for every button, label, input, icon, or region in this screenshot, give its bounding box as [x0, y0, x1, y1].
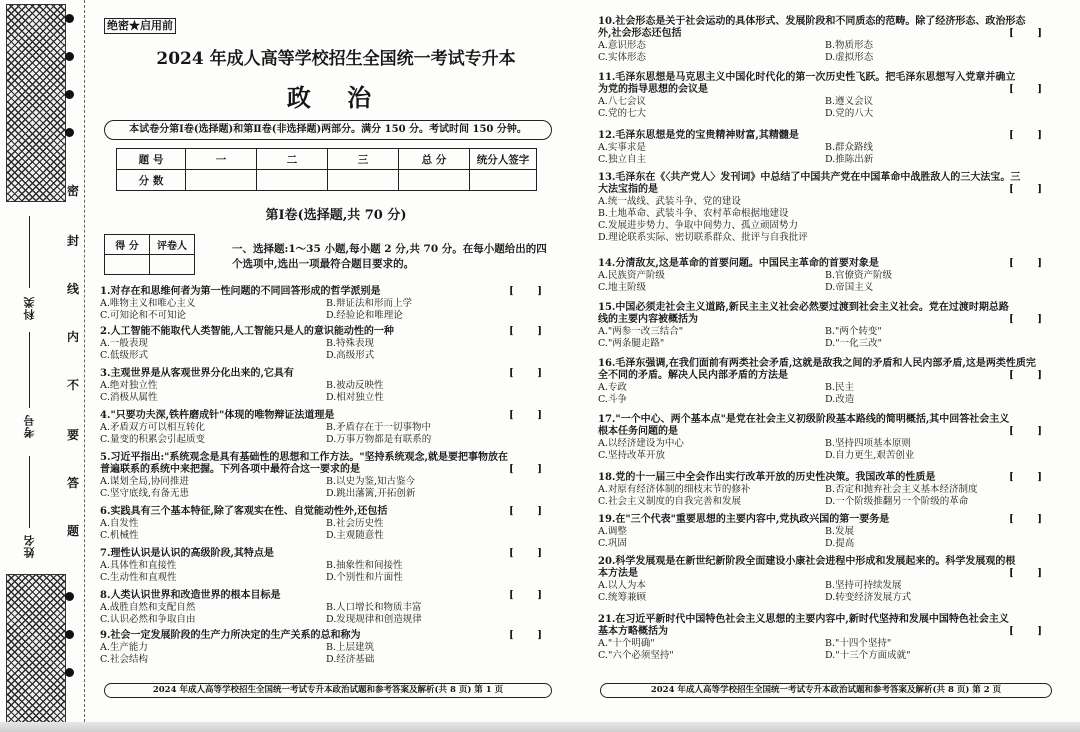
option-b[interactable]: B.人口增长和物质丰富 — [326, 602, 422, 613]
seal-label-name: 姓名 — [23, 534, 36, 558]
option-b[interactable]: B.物质形态 — [825, 40, 874, 51]
option-a[interactable]: A.具体性和直接性 — [100, 560, 177, 571]
answer-bracket[interactable]: [ ] — [1009, 314, 1052, 325]
answer-bracket[interactable]: [ ] — [509, 410, 552, 421]
answer-bracket[interactable]: [ ] — [1009, 84, 1052, 95]
question-stem: 3.主观世界是从客观世界分化出来的,它具有 — [100, 368, 294, 379]
binding-hole — [65, 52, 74, 61]
option-b[interactable]: B.坚持可持续发展 — [825, 580, 902, 591]
option-d[interactable]: D.提高 — [825, 538, 855, 549]
score-table — [116, 148, 537, 191]
option-c[interactable]: C."两条腿走路" — [598, 338, 665, 349]
grader-score-label: 得 分 — [105, 235, 150, 255]
answer-bracket[interactable]: [ ] — [509, 368, 552, 379]
option-d[interactable]: D.相对独立性 — [326, 392, 384, 403]
answer-bracket[interactable]: [ ] — [509, 590, 552, 601]
option-a[interactable]: A.战胜自然和支配自然 — [100, 602, 196, 613]
option-c[interactable]: C.量变的积累会引起质变 — [100, 434, 205, 445]
question-stem: 6.实践具有三个基本特征,除了客观实在性、自觉能动性外,还包括 — [100, 506, 388, 517]
option-d[interactable]: D."十三个方面成就" — [825, 650, 911, 661]
grader-name-cell[interactable] — [150, 255, 195, 275]
question-3 — [100, 368, 552, 404]
option-c[interactable]: C.巩固 — [598, 538, 627, 549]
option-c[interactable]: C.独立自主 — [598, 154, 646, 165]
answer-bracket[interactable]: [ ] — [509, 286, 552, 297]
score-cell[interactable] — [257, 170, 328, 191]
option-c[interactable]: C.坚守底线,有备无患 — [100, 488, 189, 499]
option-d[interactable]: D.经验论和唯理论 — [326, 310, 403, 321]
option-c[interactable]: C."六个必须坚持" — [598, 650, 674, 661]
binding-hole — [65, 668, 74, 677]
option-d[interactable]: D.跳出藩篱,开拓创新 — [326, 488, 416, 499]
binding-hole — [65, 630, 74, 639]
page-bottom-edge — [0, 722, 1080, 732]
exam-note: 本试卷分第Ⅰ卷(选择题)和第Ⅱ卷(非选择题)两部分。满分 150 分。考试时间 150 分钟。 — [104, 120, 552, 140]
seal-char: 要 — [66, 428, 79, 442]
option-b[interactable]: B."两个转变" — [825, 326, 882, 337]
binding-hatch-bottom — [6, 574, 66, 724]
section-title: 第Ⅰ卷(选择题,共 70 分) — [265, 208, 407, 223]
option-d[interactable]: D.推陈出新 — [825, 154, 874, 165]
option-a[interactable]: A.以经济建设为中心 — [598, 438, 684, 449]
question-20 — [598, 556, 1052, 604]
question-stem: 10.社会形态是关于社会运动的具体形式、发展阶段和不同质态的范畴。除了经济形态、政治形态 — [598, 16, 1026, 27]
option-d[interactable]: D.党的八大 — [825, 108, 874, 119]
question-12 — [598, 130, 1052, 166]
binding-hole — [65, 90, 74, 99]
binding-hole — [65, 592, 74, 601]
question-10 — [598, 16, 1052, 64]
question-stem: 2.人工智能不能取代人类智能,人工智能只是人的意识能动性的一种 — [100, 326, 394, 337]
question-stem-cont: 线的主要内容被概括为 — [598, 314, 698, 325]
question-stem: 11.毛泽东思想是马克思主义中国化时代化的第一次历史性飞跃。把毛泽东思想写入党章并确立 — [598, 72, 1016, 83]
question-5 — [100, 452, 552, 500]
option-b[interactable]: B.坚持四项基本原则 — [825, 438, 912, 449]
option-d[interactable]: D.自力更生,艰苦创业 — [825, 450, 915, 461]
answer-bracket[interactable]: [ ] — [509, 326, 552, 337]
question-stem: 13.毛泽东在《〈共产党人〉发刊词》中总结了中国共产党在中国革命中战胜敌人的三大法宝。三 — [598, 172, 1021, 183]
question-stem: 9.社会一定发展阶段的生产力所决定的生产关系的总和称为 — [100, 630, 361, 641]
subject-title: 政 治 — [286, 83, 386, 112]
option-a[interactable]: A.民族资产阶级 — [598, 270, 665, 281]
question-stem: 7.理性认识是认识的高级阶段,其特点是 — [100, 548, 274, 559]
option-c[interactable]: C.党的七大 — [598, 108, 646, 119]
option-d[interactable]: D.个别性和片面性 — [326, 572, 403, 583]
question-1 — [100, 286, 552, 322]
option-d[interactable]: D.理论联系实际、密切联系群众、批评与自我批评 — [598, 232, 808, 243]
option-b[interactable]: B.上层建筑 — [326, 642, 375, 653]
option-a[interactable]: A.统一战线、武装斗争、党的建设 — [598, 196, 741, 207]
question-stem: 19.在"三个代表"重要思想的主要内容中,党执政兴国的第一要务是 — [598, 514, 890, 525]
question-stem: 8.人类认识世界和改造世界的根本目标是 — [100, 590, 281, 601]
option-a[interactable]: A.绝对独立性 — [100, 380, 158, 391]
score-table-header: 统分人签字 — [470, 149, 537, 170]
grader-score-cell[interactable] — [105, 255, 150, 275]
confidential-tag: 绝密★启用前 — [104, 18, 176, 34]
answer-bracket[interactable]: [ ] — [509, 464, 552, 475]
option-a[interactable]: A.生产能力 — [100, 642, 148, 653]
question-13 — [598, 172, 1052, 244]
option-a[interactable]: A.专政 — [598, 382, 627, 393]
option-b[interactable]: B.社会历史性 — [326, 518, 384, 529]
binding-hatch-top — [6, 4, 66, 202]
option-d[interactable]: D.高级形式 — [326, 350, 375, 361]
score-table-header: 一 — [186, 149, 257, 170]
option-d[interactable]: D.转变经济发展方式 — [825, 592, 912, 603]
question-stem: 14.分清敌友,这是革命的首要问题。中国民主革命的首要对象是 — [598, 258, 879, 269]
seal-line-category — [29, 216, 30, 288]
score-cell[interactable] — [399, 170, 470, 191]
option-c[interactable]: C.斗争 — [598, 394, 627, 405]
option-d[interactable]: D.主观随意性 — [326, 530, 384, 541]
option-b[interactable]: B.抽象性和间接性 — [326, 560, 403, 571]
option-b[interactable]: B.群众路线 — [825, 142, 874, 153]
seal-dashed-line — [84, 0, 85, 732]
option-c[interactable]: C.消极从属性 — [100, 392, 158, 403]
seal-line-exam-number — [29, 332, 30, 408]
question-4 — [100, 410, 552, 446]
option-b[interactable]: B.以史为鉴,知古鉴今 — [326, 476, 416, 487]
question-14 — [598, 258, 1052, 294]
answer-bracket[interactable]: [ ] — [1009, 28, 1052, 39]
option-c[interactable]: C.发展进步势力、争取中间势力、孤立顽固势力 — [598, 220, 798, 231]
answer-bracket[interactable]: [ ] — [1009, 426, 1052, 437]
question-stem-cont: 基本方略概括为 — [598, 626, 668, 637]
option-a[interactable]: A.意识形态 — [598, 40, 646, 51]
option-b[interactable]: B.遵义会议 — [825, 96, 874, 107]
score-cell[interactable] — [328, 170, 399, 191]
question-9 — [100, 630, 552, 666]
option-b[interactable]: B.特殊表现 — [326, 338, 375, 349]
score-table-header: 二 — [257, 149, 328, 170]
option-c[interactable]: C.机械性 — [100, 530, 139, 541]
option-c[interactable]: C.生动性和直观性 — [100, 572, 177, 583]
question-8 — [100, 590, 552, 626]
option-b[interactable]: B.辩证法和形而上学 — [326, 298, 413, 309]
seal-char: 内 — [66, 330, 79, 344]
option-d[interactable]: D.虚拟形态 — [825, 52, 874, 63]
question-stem-cont: 大法宝指的是 — [598, 184, 658, 195]
option-b[interactable]: B.官僚资产阶级 — [825, 270, 893, 281]
seal-label-category: 科类 — [23, 296, 36, 320]
question-stem: 17."一个中心、两个基本点"是党在社会主义初级阶段基本路线的简明概括,其中回答社会主义 — [598, 414, 1010, 425]
option-d[interactable]: D.经济基础 — [326, 654, 375, 665]
option-a[interactable]: A.一般表现 — [100, 338, 148, 349]
grader-name-label: 评卷人 — [150, 235, 195, 255]
option-c[interactable]: C.实体形态 — [598, 52, 646, 63]
score-table-header: 题 号 — [117, 149, 186, 170]
option-c[interactable]: C.认识必然和争取自由 — [100, 614, 196, 625]
option-b[interactable]: B.被动反映性 — [326, 380, 384, 391]
option-a[interactable]: A.以人为本 — [598, 580, 646, 591]
option-a[interactable]: A.谋划全局,协同推进 — [100, 476, 189, 487]
question-stem-cont: 根本任务问题的是 — [598, 426, 678, 437]
question-2 — [100, 326, 552, 362]
answer-bracket[interactable]: [ ] — [509, 506, 552, 517]
question-21 — [598, 614, 1052, 662]
option-d[interactable]: D.万事万物都是有联系的 — [326, 434, 432, 445]
option-a[interactable]: A.自发性 — [100, 518, 139, 529]
option-a[interactable]: A.八七会议 — [598, 96, 646, 107]
option-d[interactable]: D.改造 — [825, 394, 855, 405]
question-stem: 20.科学发展观是在新世纪新阶段全面建设小康社会进程中形成和发展起来的。科学发展观的根 — [598, 556, 1016, 567]
option-a[interactable]: A.调整 — [598, 526, 627, 537]
score-table-header: 总 分 — [399, 149, 470, 170]
option-c[interactable]: C.可知论和不可知论 — [100, 310, 186, 321]
answer-bracket[interactable]: [ ] — [1009, 184, 1052, 195]
option-d[interactable]: D.一个阶级推翻另一个阶级的革命 — [825, 496, 969, 507]
exam-title: 2024 年成人高等学校招生全国统一考试专升本 — [156, 49, 516, 69]
question-stem-cont: 为党的指导思想的会议是 — [598, 84, 708, 95]
option-d[interactable]: D."一化三改" — [825, 338, 883, 349]
grader-table — [104, 234, 195, 275]
question-16 — [598, 358, 1052, 406]
question-stem: 5.习近平指出:"系统观念是具有基础性的思想和工作方法。"坚持系统观念,就是要把事物放在 — [100, 452, 509, 463]
page-footer-right: 2024 年成人高等学校招生全国统一考试专升本政治试题和参考答案及解析(共 8 页) 第 2 页 — [600, 683, 1052, 698]
score-cell[interactable] — [186, 170, 257, 191]
option-b[interactable]: B.民主 — [825, 382, 855, 393]
option-c[interactable]: C.地主阶级 — [598, 282, 646, 293]
seal-char: 线 — [66, 282, 79, 296]
answer-bracket[interactable]: [ ] — [1009, 370, 1052, 381]
page-footer-left: 2024 年成人高等学校招生全国统一考试专升本政治试题和参考答案及解析(共 8 页) 第 1 页 — [104, 683, 552, 698]
question-stem-cont: 本方法是 — [598, 568, 638, 579]
question-stem: 1.对存在和思维何者为第一性问题的不同回答形成的哲学派别是 — [100, 286, 381, 297]
answer-bracket[interactable]: [ ] — [1009, 472, 1052, 483]
option-a[interactable]: A.对原有经济体制的细枝末节的修补 — [598, 484, 751, 495]
option-d[interactable]: D.发现规律和创造规律 — [326, 614, 422, 625]
option-b[interactable]: B.否定和抛弃社会主义基本经济制度 — [825, 484, 978, 495]
question-18 — [598, 472, 1052, 508]
seal-label-exam-number: 考号 — [23, 414, 36, 438]
question-stem-cont: 全不同的矛盾。解决人民内部矛盾的方法是 — [598, 370, 788, 381]
seal-char: 答 — [66, 476, 79, 490]
binding-hole — [65, 128, 74, 137]
answer-bracket[interactable]: [ ] — [1009, 130, 1052, 141]
option-d[interactable]: D.帝国主义 — [825, 282, 874, 293]
answer-bracket[interactable]: [ ] — [1009, 626, 1052, 637]
option-b[interactable]: B."十四个坚持" — [825, 638, 892, 649]
option-c[interactable]: C.低级形式 — [100, 350, 148, 361]
question-stem: 15.中国必须走社会主义道路,新民主主义社会必然要过渡到社会主义社会。党在过渡时期总路 — [598, 302, 1009, 313]
option-a[interactable]: A.矛盾双方可以相互转化 — [100, 422, 205, 433]
seal-char: 密 — [66, 184, 79, 198]
question-stem: 21.在习近平新时代中国特色社会主义思想的主要内容中,新时代坚持和发展中国特色社会主义 — [598, 614, 1009, 625]
question-11 — [598, 72, 1052, 120]
answer-bracket[interactable]: [ ] — [1009, 258, 1052, 269]
score-table-header: 三 — [328, 149, 399, 170]
score-cell[interactable] — [470, 170, 537, 191]
option-c[interactable]: C.统筹兼顾 — [598, 592, 646, 603]
option-a[interactable]: A."两参一改三结合" — [598, 326, 684, 337]
question-stem: 16.毛泽东强调,在我们面前有两类社会矛盾,这就是敌我之间的矛盾和人民内部矛盾,这是两类性质完 — [598, 358, 1036, 369]
question-stem: 18.党的十一届三中全会作出实行改革开放的历史性决策。我国改革的性质是 — [598, 472, 936, 483]
answer-bracket[interactable]: [ ] — [509, 548, 552, 559]
section-instruction: 一、选择题:1～35 小题,每小题 2 分,共 70 分。在每小题给出的四个选项中,选出一项最符合题目要求的。 — [232, 243, 547, 270]
question-stem-cont: 外,社会形态还包括 — [598, 28, 682, 39]
answer-bracket[interactable]: [ ] — [1009, 514, 1052, 525]
question-7 — [100, 548, 552, 584]
seal-line-name — [29, 456, 30, 528]
option-b[interactable]: B.发展 — [825, 526, 855, 537]
question-stem: 12.毛泽东思想是党的宝贵精神财富,其精髓是 — [598, 130, 799, 141]
question-19 — [598, 514, 1052, 550]
option-a[interactable]: A."十个明确" — [598, 638, 655, 649]
answer-bracket[interactable]: [ ] — [509, 630, 552, 641]
seal-char: 题 — [66, 524, 79, 538]
question-15 — [598, 302, 1052, 350]
question-stem: 4."只要功夫深,铁杵磨成针"体现的唯物辩证法道理是 — [100, 410, 335, 421]
option-b[interactable]: B.矛盾存在于一切事物中 — [326, 422, 432, 433]
question-6 — [100, 506, 552, 542]
seal-char: 封 — [66, 234, 79, 248]
option-c[interactable]: C.社会主义制度的自我完善和发展 — [598, 496, 741, 507]
option-a[interactable]: A.实事求是 — [598, 142, 646, 153]
question-17 — [598, 414, 1052, 462]
question-stem-cont: 普遍联系的系统中来把握。下列各项中最符合这一要求的是 — [100, 464, 360, 475]
option-c[interactable]: C.社会结构 — [100, 654, 148, 665]
answer-bracket[interactable]: [ ] — [1009, 568, 1052, 579]
binding-hole — [65, 14, 74, 23]
score-row-label: 分 数 — [117, 170, 186, 191]
seal-char: 不 — [66, 378, 79, 392]
option-a[interactable]: A.唯物主义和唯心主义 — [100, 298, 196, 309]
option-c[interactable]: C.坚持改革开放 — [598, 450, 665, 461]
option-b[interactable]: B.土地革命、武装斗争、农村革命根据地建设 — [598, 208, 789, 219]
